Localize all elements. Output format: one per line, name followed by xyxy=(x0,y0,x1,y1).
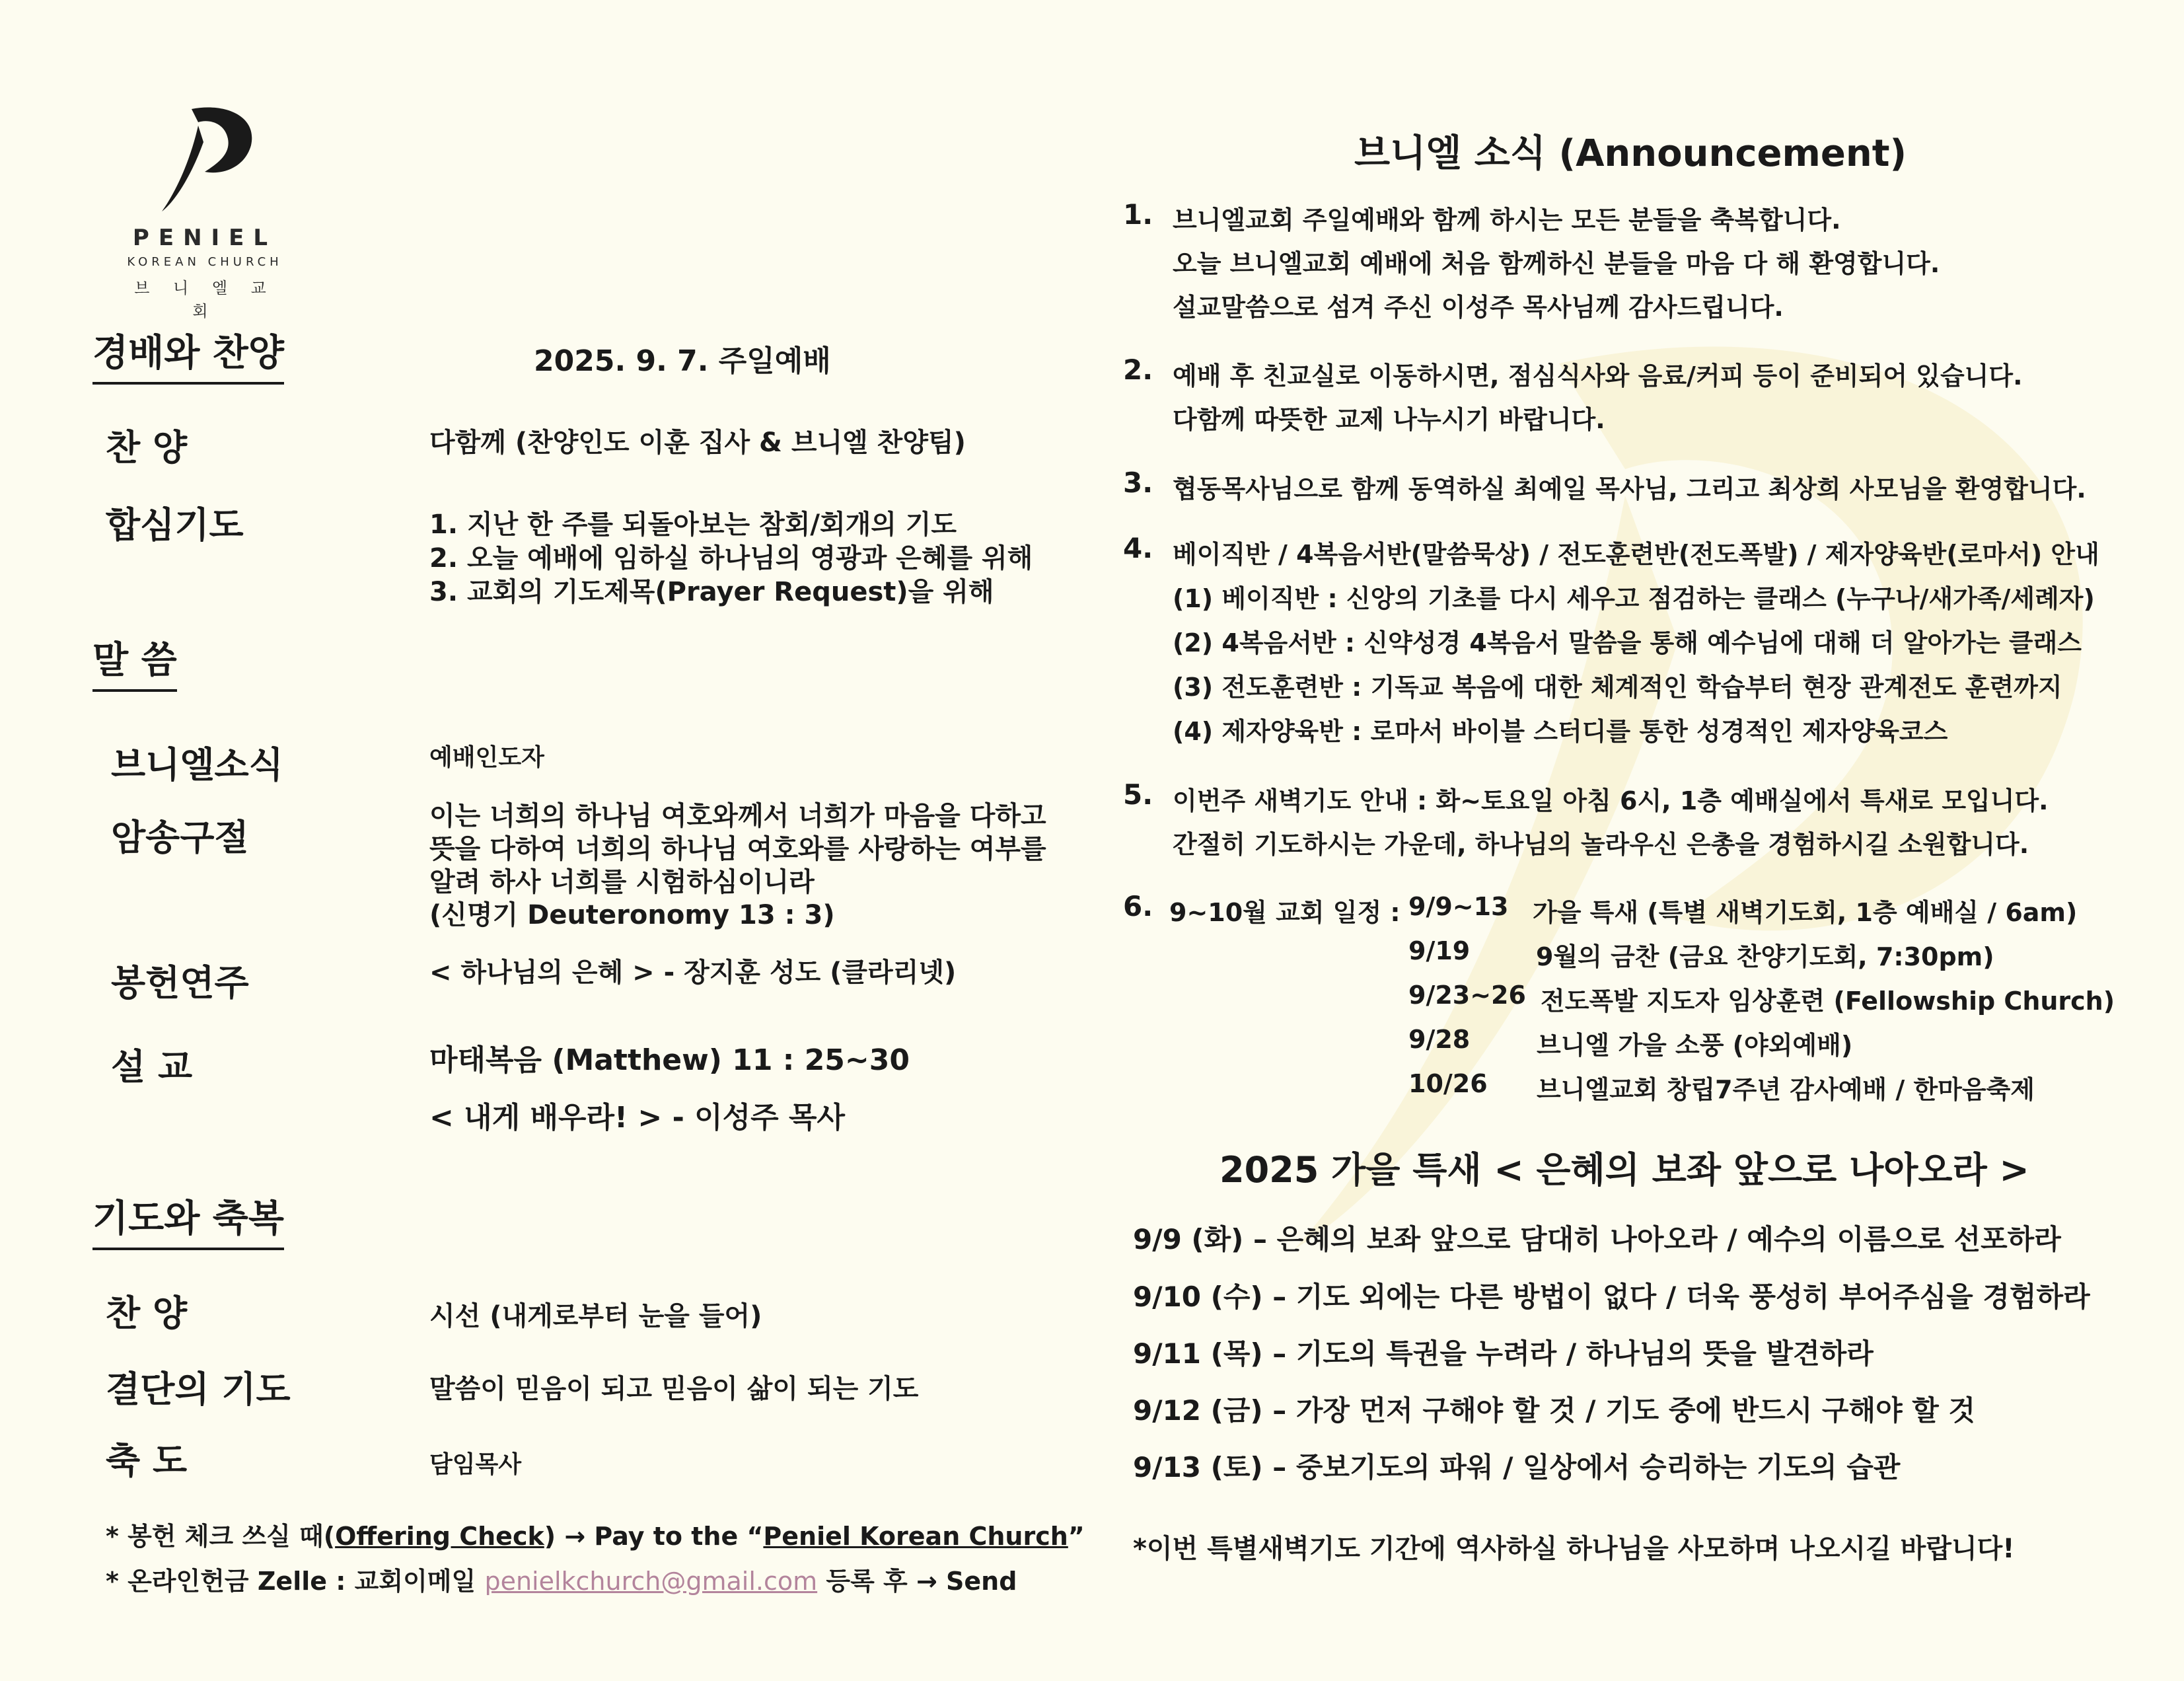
class-description: (4) 제자양육반 : 로마서 바이블 스터디를 통한 성경적인 제자양육코스 xyxy=(1173,717,1948,746)
class-description: (3) 전도훈련반 : 기독교 복음에 대한 체계적인 학습부터 현장 관계전도 훈련까지 xyxy=(1173,673,2062,702)
closing-note: *이번 특별새벽기도 기간에 역사하실 하나님을 사모하며 나오시길 바랍니다! xyxy=(1133,1534,2015,1564)
announcement-title: 브니엘 소식 (Announcement) xyxy=(1354,132,1907,175)
praise-text: 다함께 (찬양인도 이훈 집사 & 브니엘 찬양팀) xyxy=(429,428,966,458)
announcement-number: 1. xyxy=(1123,198,1153,231)
schedule-event: 가을 특새 (특별 새벽기도회, 1층 예배실 / 6am) xyxy=(1533,898,2078,927)
schedule-date: 10/26 xyxy=(1408,1069,1488,1098)
autumn-prayer-title: 2025 가을 특새 < 은혜의 보좌 앞으로 나아오라 > xyxy=(1219,1149,2029,1191)
section-heading-worship: 경배와 찬양 xyxy=(92,324,284,385)
decision-prayer-label: 결단의 기도 xyxy=(106,1368,291,1410)
class-description: (2) 4복음서반 : 신약성경 4복음서 말씀을 통해 예수님에 대해 더 알아가는 클래스 xyxy=(1173,628,2082,657)
announcement-number: 3. xyxy=(1123,467,1153,499)
autumn-prayer-day: 9/13 (토) – 중보기도의 파워 / 일상에서 승리하는 기도의 습관 xyxy=(1133,1451,1901,1483)
note-text: ) → Pay to the “ xyxy=(544,1522,764,1551)
announcement-number: 6. xyxy=(1123,890,1153,922)
note-text: * 온라인헌금 Zelle : 교회이메일 xyxy=(106,1567,485,1596)
announcement-line: 오늘 브니엘교회 예배에 처음 함께하신 분들을 마음 다 해 환영합니다. xyxy=(1173,249,1940,278)
announcement-number: 2. xyxy=(1123,354,1153,386)
benediction-label: 축 도 xyxy=(106,1440,188,1481)
prayer-item: 3. 교회의 기도제목(Prayer Request)을 위해 xyxy=(429,577,994,607)
class-description: (1) 베이직반 : 신앙의 기초를 다시 세우고 점검하는 클래스 (누구나/새가족/세례자) xyxy=(1173,584,2095,613)
decision-prayer-text: 말씀이 믿음이 되고 믿음이 삶이 되는 기도 xyxy=(429,1374,919,1404)
announcement-panel xyxy=(1090,0,2184,1681)
schedule-event: 전도폭발 지도자 임상훈련 (Fellowship Church) xyxy=(1541,987,2115,1016)
memory-verse-reference: (신명기 Deuteronomy 13 : 3) xyxy=(429,900,835,930)
memory-verse-line: 뜻을 다하여 너희의 하나님 여호와를 사랑하는 여부를 xyxy=(429,834,1046,864)
note-text: * 봉헌 체크 쓰실 때( xyxy=(106,1522,336,1551)
announcement-line: 브니엘교회 주일예배와 함께 하시는 모든 분들을 축복합니다. xyxy=(1173,205,1841,235)
announcement-line: 다함께 따뜻한 교제 나누시기 바랍니다. xyxy=(1173,405,1605,434)
section-heading-word: 말 씀 xyxy=(92,631,177,692)
note-text-underlined: Peniel Korean Church xyxy=(763,1522,1068,1551)
announcement-line: 협동목사님으로 함께 동역하실 최예일 목사님, 그리고 최상희 사모님을 환영합니다. xyxy=(1173,474,2086,504)
announcement-number: 5. xyxy=(1123,778,1153,811)
announcement-line: 예배 후 친교실로 이동하시면, 점심식사와 음료/커피 등이 준비되어 있습니다. xyxy=(1173,361,2023,391)
praise-label: 찬 양 xyxy=(106,427,188,468)
offering-label: 봉헌연주 xyxy=(111,962,249,1004)
section-heading-prayer-blessing: 기도와 축복 xyxy=(92,1189,284,1250)
praise2-text: 시선 (내게로부터 눈을 들어) xyxy=(429,1301,762,1331)
note-text: ” xyxy=(1068,1522,1085,1551)
schedule-date: 9/23~26 xyxy=(1408,981,1526,1010)
announcement-line: 베이직반 / 4복음서반(말씀묵상) / 전도훈련반(전도폭발) / 제자양육반(로마서) 안내 xyxy=(1173,540,2099,569)
note-text: 등록 후 → Send xyxy=(817,1567,1017,1596)
unison-prayer-label: 합심기도 xyxy=(106,504,244,546)
logo-name-en: PENIEL xyxy=(132,225,277,251)
memory-verse-line: 알려 하사 너희를 시험하심이니라 xyxy=(429,867,815,897)
peniel-logo-icon xyxy=(152,102,258,215)
announcement-number: 4. xyxy=(1123,532,1153,564)
service-date: 2025. 9. 7. 주일예배 xyxy=(534,344,831,378)
news-text: 예배인도자 xyxy=(429,744,544,771)
logo-subtitle-en: KOREAN CHURCH xyxy=(127,255,283,269)
praise2-label: 찬 양 xyxy=(106,1292,188,1334)
autumn-prayer-day: 9/10 (수) – 기도 외에는 다른 방법이 없다 / 더욱 풍성히 부어주심을 경험하라 xyxy=(1133,1281,2090,1313)
announcement-line: 설교말씀으로 섬겨 주신 이성주 목사님께 감사드립니다. xyxy=(1173,293,1784,322)
online-offering-note xyxy=(106,1561,1017,1597)
autumn-prayer-day: 9/9 (화) – 은혜의 보좌 앞으로 담대히 나아오라 / 예수의 이름으로 선포하라 xyxy=(1133,1223,2061,1255)
autumn-prayer-day: 9/11 (목) – 기도의 특권을 누려라 / 하나님의 뜻을 발견하라 xyxy=(1133,1337,1874,1370)
announcement-line: 이번주 새벽기도 안내 : 화~토요일 아침 6시, 1층 예배실에서 특새로 모입니다. xyxy=(1173,786,2049,815)
note-text-underlined: Offering Check xyxy=(335,1522,544,1551)
autumn-prayer-day: 9/12 (금) – 가장 먼저 구해야 할 것 / 기도 중에 반드시 구해야 할 것 xyxy=(1133,1394,1976,1427)
prayer-item: 2. 오늘 예배에 임하실 하나님의 영광과 은혜를 위해 xyxy=(429,543,1033,574)
schedule-label: 9~10월 교회 일정 : xyxy=(1169,898,1401,927)
schedule-event: 브니엘교회 창립7주년 감사예배 / 한마음축제 xyxy=(1537,1075,2035,1104)
schedule-date: 9/19 xyxy=(1408,936,1471,965)
memory-verse-line: 이는 너희의 하나님 여호와께서 너희가 마음을 다하고 xyxy=(429,801,1046,831)
offering-text: < 하나님의 은혜 > - 장지훈 성도 (클라리넷) xyxy=(429,957,957,988)
sermon-title: < 내게 배우라! > - 이성주 목사 xyxy=(429,1101,846,1135)
offering-check-note xyxy=(106,1516,1085,1552)
schedule-date: 9/9~13 xyxy=(1408,892,1509,921)
order-of-service-panel xyxy=(0,0,1090,1681)
logo-name-ko: 브 니 엘 교 회 xyxy=(134,279,275,320)
schedule-date: 9/28 xyxy=(1408,1025,1471,1054)
news-label: 브니엘소식 xyxy=(111,744,283,786)
church-email-link[interactable]: penielkchurch@gmail.com xyxy=(484,1567,818,1596)
benediction-text: 담임목사 xyxy=(429,1451,522,1478)
schedule-event: 브니엘 가을 소풍 (야외예배) xyxy=(1537,1031,1853,1060)
memory-verse-label: 암송구절 xyxy=(111,817,249,858)
schedule-event: 9월의 금찬 (금요 찬양기도회, 7:30pm) xyxy=(1536,942,1994,971)
sermon-scripture: 마태복음 (Matthew) 11 : 25~30 xyxy=(429,1043,910,1077)
prayer-item: 1. 지난 한 주를 되돌아보는 참회/회개의 기도 xyxy=(429,509,957,540)
sermon-label: 설 교 xyxy=(111,1046,193,1088)
announcement-line: 간절히 기도하시는 가운데, 하나님의 놀라우신 은총을 경험하시길 소원합니다. xyxy=(1173,830,2029,859)
